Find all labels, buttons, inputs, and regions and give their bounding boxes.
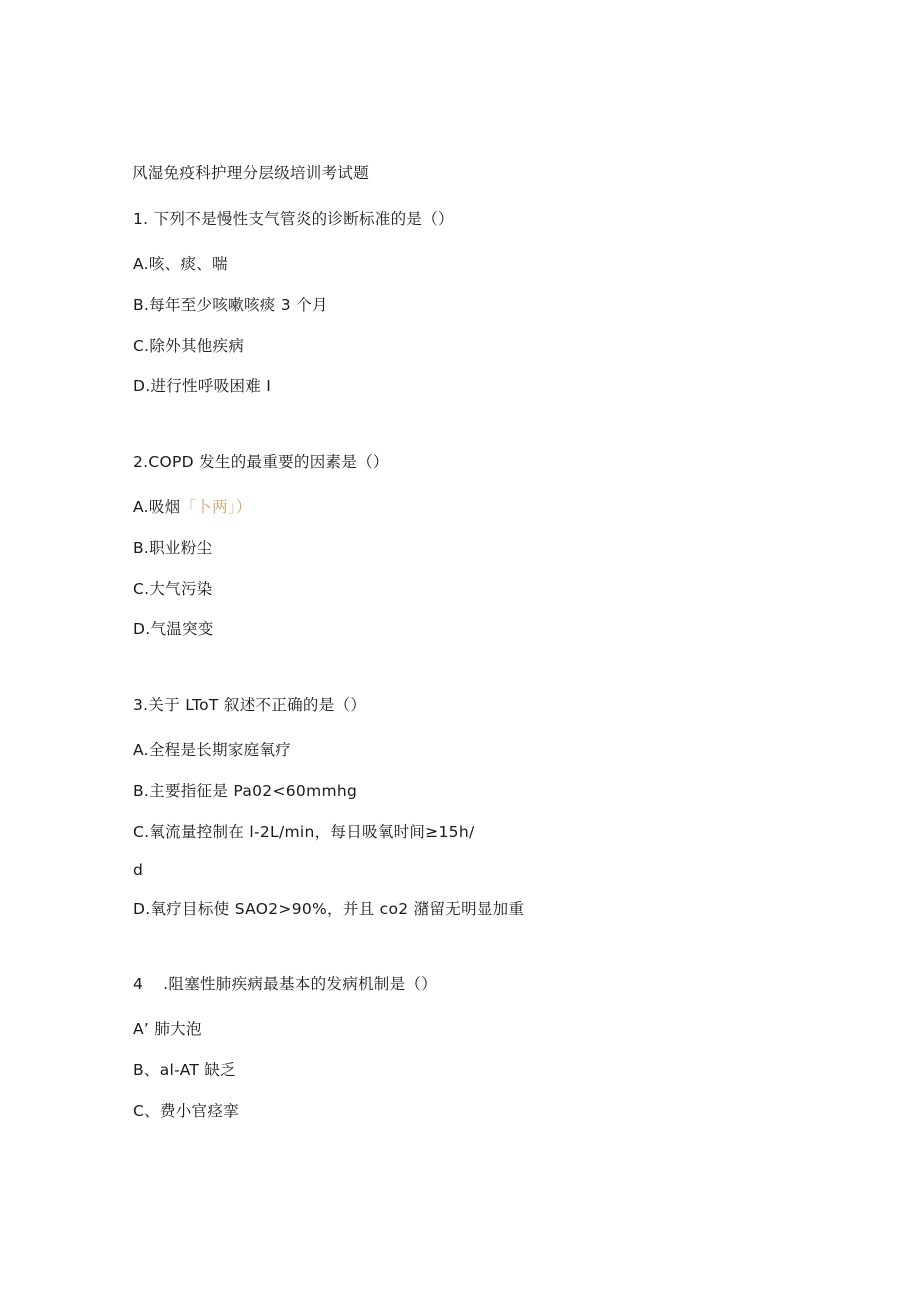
question-4-option-b: B、al-AT 缺乏	[133, 1061, 236, 1079]
question-2-option-b: B.职业粉尘	[133, 539, 213, 557]
page-title: 风湿免疫科护理分层级培训考试题	[132, 164, 370, 182]
question-4-number: 4	[133, 975, 144, 993]
question-2-option-a	[133, 497, 252, 517]
question-1-option-d: D.进行性呼吸困难 I	[133, 377, 272, 395]
question-3-option-d: D.氧疗目标使 SAO2>90%，并且 co2 潴留无明显加重	[133, 900, 525, 918]
question-4-option-a: A’ 肺大泡	[133, 1020, 202, 1038]
question-1-option-c: C.除外其他疾病	[133, 337, 245, 355]
question-2-option-c: C.大气污染	[133, 580, 213, 598]
question-1-option-a: A.咳、痰、喘	[133, 255, 228, 273]
question-3-option-a: A.全程是长期家庭氧疗	[133, 741, 292, 759]
question-3-option-c: C.氧流量控制在 l-2L/min，每日吸氧时间≥15h/	[133, 823, 475, 841]
question-4-stem	[133, 974, 437, 994]
question-3-option-c-continued: d	[133, 861, 144, 879]
question-1-option-b: B.每年至少咳嗽咳痰 3 个月	[133, 296, 328, 314]
question-2-option-d: D.气温突变	[133, 620, 214, 638]
question-1-stem: 1. 下列不是慢性支气管炎的诊断标准的是（）	[133, 210, 454, 228]
question-4-option-c: C、费小官痉挛	[133, 1102, 239, 1120]
question-3-stem: 3.关于 LToT 叙述不正确的是（）	[133, 696, 367, 714]
question-2-option-a-text: A.吸烟	[133, 498, 181, 516]
question-4-text: .阻塞性肺疾病最基本的发病机制是（）	[163, 975, 437, 993]
question-3-option-b: B.主要指征是 Pa02<60mmhg	[133, 782, 358, 800]
question-2-option-a-annotation: 「卜两」）	[180, 498, 252, 516]
question-2-stem: 2.COPD 发生的最重要的因素是（）	[133, 453, 389, 471]
